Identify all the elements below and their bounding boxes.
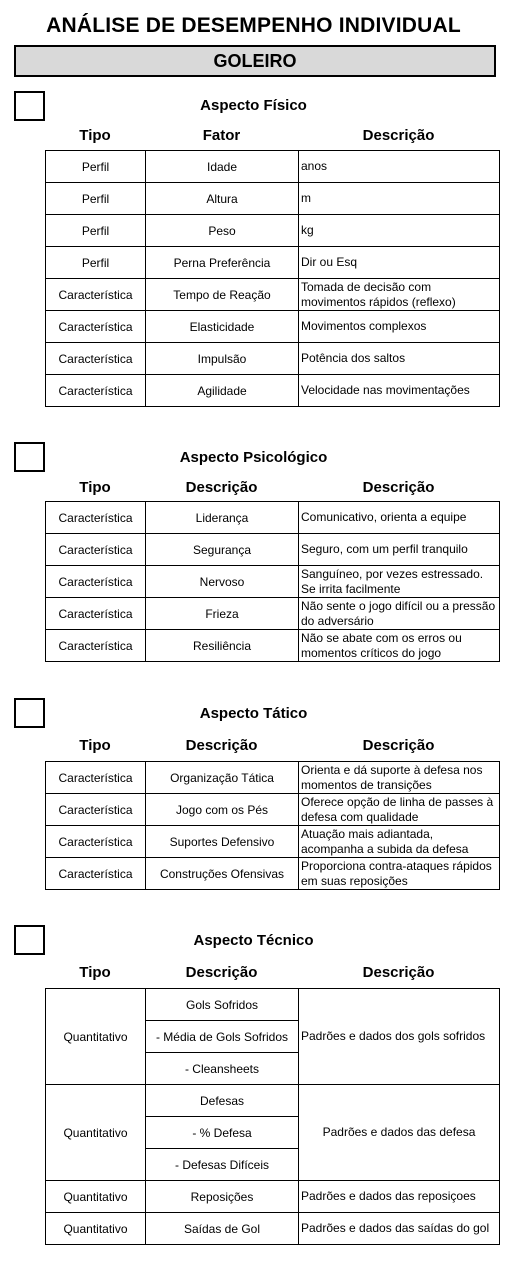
- cell-tipo: Característica: [46, 311, 146, 343]
- table-psicologico: [45, 501, 500, 662]
- cell-metric: Saídas de Gol: [146, 1213, 299, 1245]
- cell-fator: Nervoso: [146, 566, 299, 598]
- cell-descricao: Seguro, com um perfil tranquilo: [299, 534, 500, 566]
- header-tipo: Tipo: [79, 479, 111, 496]
- section-title-tecnico: Aspecto Técnico: [193, 932, 314, 949]
- table-row: [46, 1213, 500, 1245]
- cell-metric: Gols Sofridos: [146, 989, 299, 1021]
- cell-fator: Idade: [146, 151, 299, 183]
- cell-metric: Defesas: [146, 1085, 299, 1117]
- cell-tipo: Característica: [46, 598, 146, 630]
- table-row: [46, 247, 500, 279]
- cell-tipo: Característica: [46, 858, 146, 890]
- cell-tipo: Quantitativo: [46, 1085, 146, 1181]
- table-row: [46, 1085, 500, 1117]
- cell-tipo: Característica: [46, 826, 146, 858]
- header-descricao: Descrição: [185, 964, 258, 981]
- cell-fator: Segurança: [146, 534, 299, 566]
- cell-metric: - Média de Gols Sofridos: [146, 1021, 299, 1053]
- cell-fator: Resiliência: [146, 630, 299, 662]
- header-tipo: Tipo: [79, 127, 111, 144]
- cell-descricao: Proporciona contra-ataques rápidos em suas reposições: [299, 858, 500, 890]
- header-descricao: Descrição: [362, 737, 435, 754]
- cell-descricao: Velocidade nas movimentações: [299, 375, 500, 407]
- cell-tipo: Característica: [46, 762, 146, 794]
- table-row: [46, 151, 500, 183]
- cell-tipo: Quantitativo: [46, 989, 146, 1085]
- table-row: [46, 598, 500, 630]
- cell-fator: Perna Preferência: [146, 247, 299, 279]
- cell-tipo: Característica: [46, 279, 146, 311]
- table-fisico: [45, 150, 500, 407]
- cell-descricao: Dir ou Esq: [299, 247, 500, 279]
- cell-descricao: Oferece opção de linha de passes à defesa com qualidade: [299, 794, 500, 826]
- cell-tipo: Característica: [46, 566, 146, 598]
- cell-tipo: Característica: [46, 375, 146, 407]
- cell-descricao: Movimentos complexos: [299, 311, 500, 343]
- cell-fator: Frieza: [146, 598, 299, 630]
- cell-tipo: Perfil: [46, 183, 146, 215]
- table-row: [46, 279, 500, 311]
- cell-metric: - Cleansheets: [146, 1053, 299, 1085]
- cell-metric: - % Defesa: [146, 1117, 299, 1149]
- table-row: [46, 343, 500, 375]
- cell-descricao: Não sente o jogo difícil ou a pressão do adversário: [299, 598, 500, 630]
- table-row: [46, 215, 500, 247]
- table-row: [46, 989, 500, 1021]
- cell-tipo: Característica: [46, 343, 146, 375]
- header-descricao: Descrição: [362, 964, 435, 981]
- table-tatico: [45, 761, 500, 890]
- cell-descricao: m: [299, 183, 500, 215]
- cell-tipo: Característica: [46, 630, 146, 662]
- cell-descricao: Potência dos saltos: [299, 343, 500, 375]
- cell-descricao: Comunicativo, orienta a equipe: [299, 502, 500, 534]
- table-row: [46, 375, 500, 407]
- cell-fator: Suportes Defensivo: [146, 826, 299, 858]
- cell-fator: Liderança: [146, 502, 299, 534]
- header-descricao: Descrição: [362, 479, 435, 496]
- cell-descricao: anos: [299, 151, 500, 183]
- table-row: [46, 311, 500, 343]
- cell-tipo: Característica: [46, 794, 146, 826]
- header-descricao: Descrição: [362, 127, 435, 144]
- cell-fator: Impulsão: [146, 343, 299, 375]
- cell-tipo: Perfil: [46, 151, 146, 183]
- cell-descricao: kg: [299, 215, 500, 247]
- cell-metric: Reposições: [146, 1181, 299, 1213]
- table-row: [46, 858, 500, 890]
- header-descricao: Descrição: [185, 479, 258, 496]
- document-title: ANÁLISE DE DESEMPENHO INDIVIDUAL: [46, 14, 461, 37]
- cell-descricao: Padrões e dados das reposiçoes: [299, 1181, 500, 1213]
- cell-descricao: Padrões e dados das defesa: [299, 1085, 500, 1181]
- section-title-psicologico: Aspecto Psicológico: [179, 449, 328, 466]
- table-row: [46, 183, 500, 215]
- table-tecnico: [45, 988, 500, 1245]
- cell-descricao: Sanguíneo, por vezes estressado. Se irrita facilmente: [299, 566, 500, 598]
- cell-descricao: Padrões e dados das saídas do gol: [299, 1213, 500, 1245]
- cell-tipo: Perfil: [46, 215, 146, 247]
- cell-tipo: Quantitativo: [46, 1213, 146, 1245]
- section-title-fisico: Aspecto Físico: [200, 97, 307, 114]
- cell-descricao: Padrões e dados dos gols sofridos: [299, 989, 500, 1085]
- cell-tipo: Perfil: [46, 247, 146, 279]
- header-tipo: Tipo: [79, 964, 111, 981]
- cell-tipo: Característica: [46, 534, 146, 566]
- cell-tipo: Característica: [46, 502, 146, 534]
- table-row: [46, 502, 500, 534]
- table-row: [46, 534, 500, 566]
- cell-fator: Agilidade: [146, 375, 299, 407]
- cell-descricao: Atuação mais adiantada, acompanha a subida da defesa: [299, 826, 500, 858]
- cell-fator: Peso: [146, 215, 299, 247]
- cell-fator: Construções Ofensivas: [146, 858, 299, 890]
- cell-fator: Elasticidade: [146, 311, 299, 343]
- header-tipo: Tipo: [79, 737, 111, 754]
- header-fator: Fator: [202, 127, 241, 144]
- table-row: [46, 566, 500, 598]
- table-row: [46, 826, 500, 858]
- table-row: [46, 1181, 500, 1213]
- table-row: [46, 794, 500, 826]
- cell-tipo: Quantitativo: [46, 1181, 146, 1213]
- cell-fator: Jogo com os Pés: [146, 794, 299, 826]
- cell-metric: - Defesas Difíceis: [146, 1149, 299, 1181]
- cell-fator: Altura: [146, 183, 299, 215]
- cell-descricao: Orienta e dá suporte à defesa nos momentos de transições: [299, 762, 500, 794]
- section-title-tatico: Aspecto Tático: [199, 705, 308, 722]
- position-banner: GOLEIRO: [14, 45, 496, 77]
- cell-fator: Organização Tática: [146, 762, 299, 794]
- cell-descricao: Não se abate com os erros ou momentos críticos do jogo: [299, 630, 500, 662]
- cell-descricao: Tomada de decisão com movimentos rápidos (reflexo): [299, 279, 500, 311]
- header-descricao: Descrição: [185, 737, 258, 754]
- table-row: [46, 630, 500, 662]
- table-row: [46, 762, 500, 794]
- cell-fator: Tempo de Reação: [146, 279, 299, 311]
